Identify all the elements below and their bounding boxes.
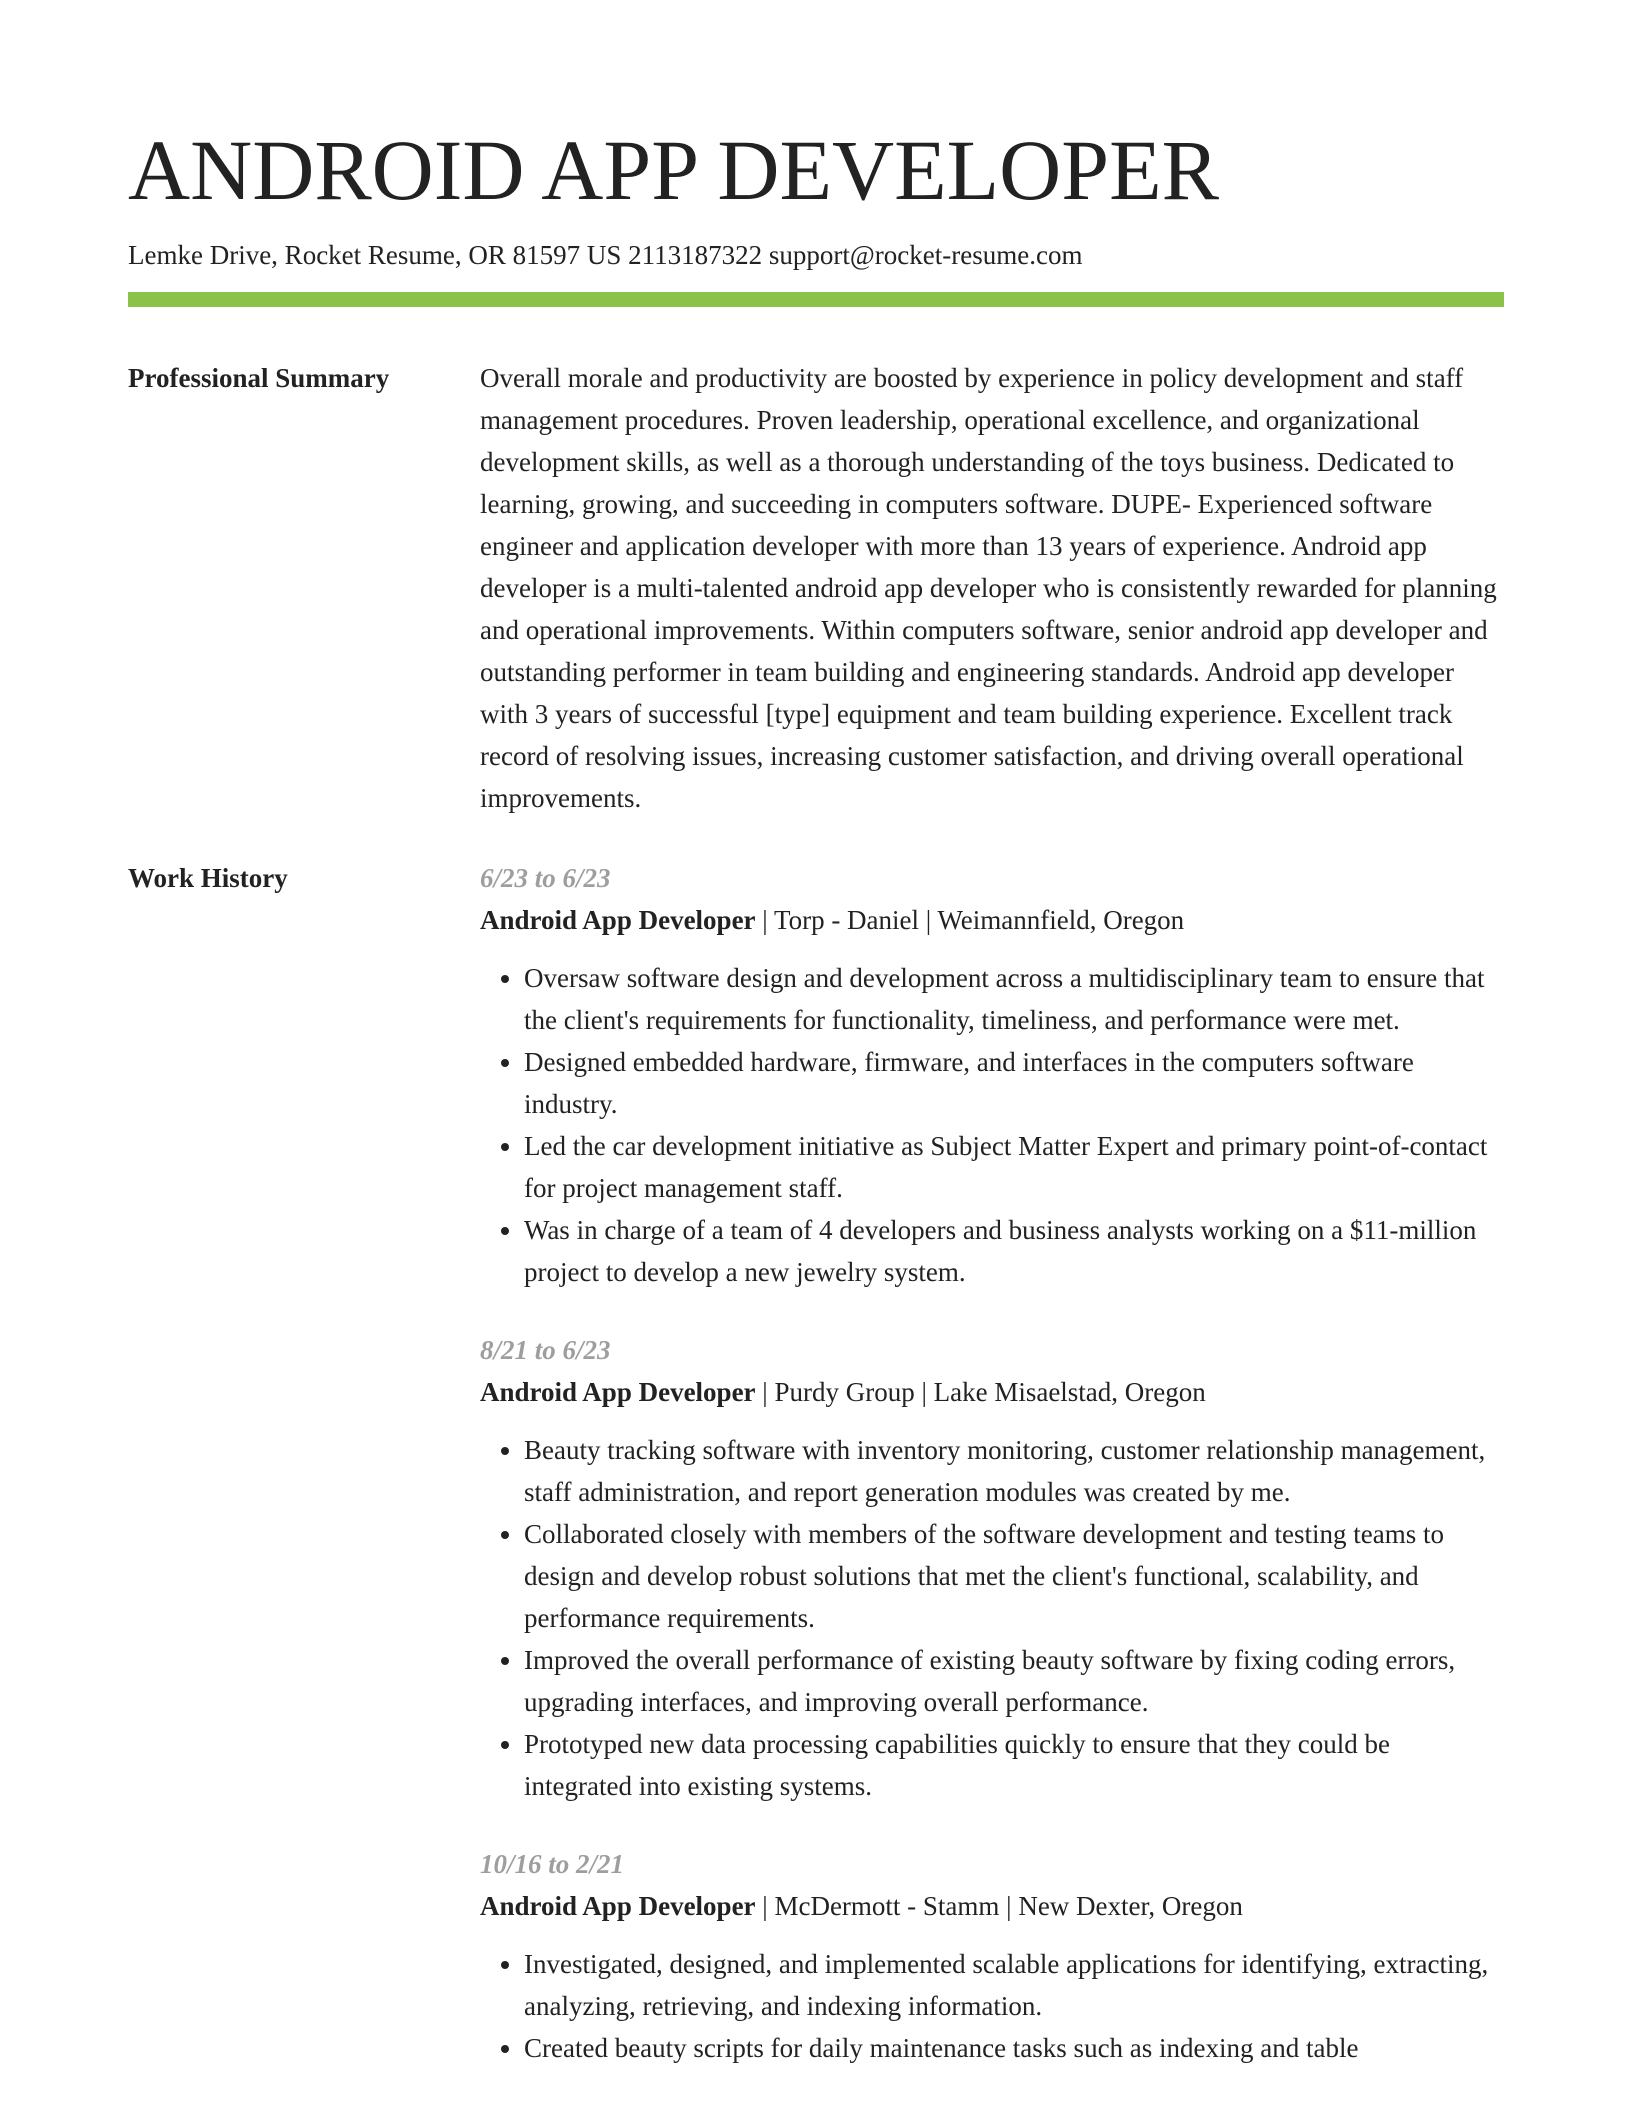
job-bullet: • Prototyped new data processing capabilities quickly to ensure that they could be integrated into existing systems. [524,1723,1504,1807]
job-bullet: • Collaborated closely with members of the software development and testing teams to design and develop robust solutions that met the client's functional, scalability, and performance requirements. [524,1513,1504,1639]
job-bullet: • Created beauty scripts for daily maintenance tasks such as indexing and table [524,2027,1504,2069]
job-header [480,899,1504,941]
job-dates: 10/16 to 2/21 [480,1849,625,1879]
summary-text: Overall morale and productivity are boosted by experience in policy development and staff management procedures. Proven leadership, operational excellence, and organizational development skills, as well as a thorough understanding of the toys business. Dedicated to learning, growing, and succeeding in computers software. DUPE- Experienced software engineer and application developer with more than 13 years of experience. Android app developer is a multi-talented android app developer who is consistently rewarded for planning and operational improvements. Within computers software, senior android app developer and outstanding performer in team building and engineering standards. Android app developer with 3 years of successful [type] equipment and team building experience. Excellent track record of resolving issues, increasing customer satisfaction, and driving overall operational improvements. [480,363,1497,813]
job-entry [480,1329,1504,1807]
job-employer-location: | Torp - Daniel | Weimannfield, Oregon [755,905,1185,935]
job-title: Android App Developer [480,1891,756,1921]
summary-body [480,357,1504,819]
job-entry [480,1843,1504,2069]
job-header [480,1885,1504,1927]
job-employer-location: | McDermott - Stamm | New Dexter, Oregon [755,1891,1243,1921]
work-history-section [128,857,1504,2105]
professional-summary-section [128,357,1504,819]
job-entry [480,857,1504,1293]
job-bullet-list [480,957,1504,1293]
resume-page [128,0,1504,2105]
job-employer-location: | Purdy Group | Lake Misaelstad, Oregon [755,1377,1206,1407]
accent-divider [128,292,1504,307]
section-heading-summary: Professional Summary [128,363,390,393]
job-bullet-list [480,1943,1504,2069]
job-bullet: • Beauty tracking software with inventory monitoring, customer relationship management, staff administration, and report generation modules was created by me. [524,1429,1504,1513]
job-title: Android App Developer [480,1377,756,1407]
resume-name-heading: ANDROID APP DEVELOPER [128,122,1219,218]
job-dates: 6/23 to 6/23 [480,863,611,893]
contact-line: Lemke Drive, Rocket Resume, OR 81597 US 2113187322 support@rocket-resume.com [128,240,1083,270]
work-history-body [480,857,1504,2105]
job-bullet: • Designed embedded hardware, firmware, and interfaces in the computers software industry. [524,1041,1504,1125]
job-bullet: • Oversaw software design and development across a multidisciplinary team to ensure that the client's requirements for functionality, timeliness, and performance were met. [524,957,1504,1041]
job-dates: 8/21 to 6/23 [480,1335,611,1365]
job-bullet: • Investigated, designed, and implemented scalable applications for identifying, extracting, analyzing, retrieving, and indexing information. [524,1943,1504,2027]
job-title: Android App Developer [480,905,756,935]
job-bullet: • Was in charge of a team of 4 developers and business analysts working on a $11-million project to develop a new jewelry system. [524,1209,1504,1293]
job-bullet: • Improved the overall performance of existing beauty software by fixing coding errors, upgrading interfaces, and improving overall performance. [524,1639,1504,1723]
job-bullet: • Led the car development initiative as Subject Matter Expert and primary point-of-contact for project management staff. [524,1125,1504,1209]
job-bullet-list [480,1429,1504,1807]
section-heading-work: Work History [128,863,288,893]
job-header [480,1371,1504,1413]
